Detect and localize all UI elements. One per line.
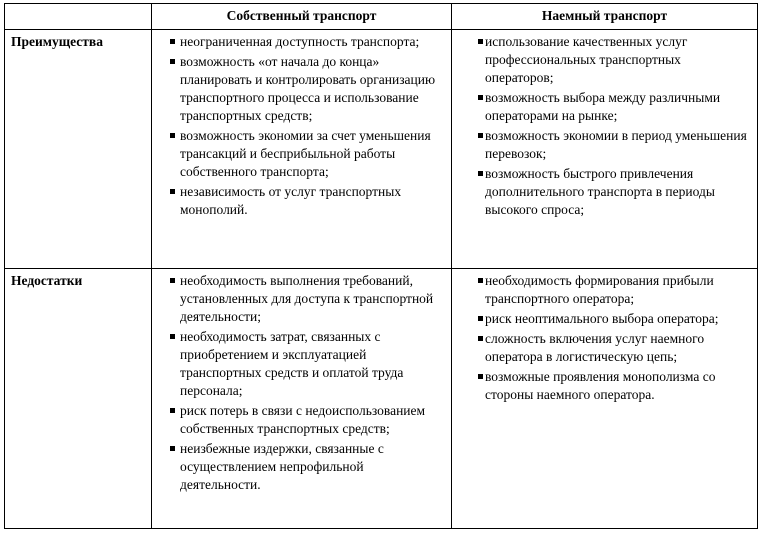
list-item [152, 127, 445, 181]
square-bullet-icon [170, 59, 175, 64]
list-item-text: необходимость формирования прибыли транспортного оператора; [485, 273, 714, 306]
list-item-text: использование качественных услуг профессиональных транспортных операторов; [485, 34, 688, 85]
disadvantages-hired-cell [452, 269, 758, 529]
disadvantages-own-list [152, 269, 451, 498]
list-item-text: риск потерь в связи с недоиспользованием собственных транспортных средств; [180, 403, 426, 436]
list-item [452, 368, 751, 404]
list-item-text: возможность быстрого привлечения дополнительного транспорта в периоды высокого спроса; [485, 166, 715, 217]
square-bullet-icon [478, 374, 483, 379]
square-bullet-icon [478, 95, 483, 100]
list-item [452, 33, 751, 87]
list-item-text: неизбежные издержки, связанные с осуществлением непрофильной деятельности. [180, 441, 384, 492]
row-label-disadvantages: Недостатки [5, 269, 152, 529]
table-row-disadvantages [5, 269, 758, 529]
disadvantages-own-cell [152, 269, 452, 529]
advantages-own-cell [152, 30, 452, 269]
list-item-text: независимость от услуг транспортных монополий. [180, 184, 402, 217]
square-bullet-icon [478, 39, 483, 44]
square-bullet-icon [170, 189, 175, 194]
list-item-text: возможность «от начала до конца» планировать и контролировать организацию транспортного процесса и использование транспортных средств; [180, 54, 436, 123]
square-bullet-icon [170, 39, 175, 44]
square-bullet-icon [478, 171, 483, 176]
list-item [152, 440, 445, 494]
list-item [152, 183, 445, 219]
list-item-text: необходимость выполнения требований, установленных для доступа к транспортной деятельности; [180, 273, 434, 324]
advantages-own-list [152, 30, 451, 223]
square-bullet-icon [170, 334, 175, 339]
table-row-advantages [5, 30, 758, 269]
list-item [152, 272, 445, 326]
table-header-row [5, 4, 758, 30]
advantages-hired-cell [452, 30, 758, 269]
list-item-text: риск неоптимального выбора оператора; [485, 311, 719, 326]
list-item [152, 33, 445, 51]
list-item-text: возможность экономии за счет уменьшения трансакций и бесприбыльной работы собственного транспорта; [180, 128, 431, 179]
list-item [452, 310, 751, 328]
square-bullet-icon [170, 408, 175, 413]
list-item [452, 272, 751, 308]
list-item-text: возможные проявления монополизма со стороны наемного оператора. [485, 369, 716, 402]
list-item [452, 127, 751, 163]
list-item-text: сложность включения услуг наемного оператора в логистическую цепь; [485, 331, 705, 364]
square-bullet-icon [170, 278, 175, 283]
list-item [452, 89, 751, 125]
square-bullet-icon [478, 336, 483, 341]
row-label-advantages: Преимущества [5, 30, 152, 269]
header-corner-cell [5, 4, 152, 30]
square-bullet-icon [478, 133, 483, 138]
list-item-text: возможность экономии в период уменьшения перевозок; [485, 128, 747, 161]
list-item [452, 165, 751, 219]
square-bullet-icon [170, 446, 175, 451]
list-item-text: необходимость затрат, связанных с приобретением и эксплуатацией транспортных средств и оплатой труда персонала; [180, 329, 404, 398]
square-bullet-icon [478, 316, 483, 321]
square-bullet-icon [478, 278, 483, 283]
list-item-text: неограниченная доступность транспорта; [180, 34, 420, 49]
square-bullet-icon [170, 133, 175, 138]
list-item-text: возможность выбора между различными операторами на рынке; [485, 90, 721, 123]
advantages-hired-list [452, 30, 757, 223]
header-hired-transport: Наемный транспорт [452, 4, 758, 30]
header-own-transport: Собственный транспорт [152, 4, 452, 30]
list-item [152, 402, 445, 438]
disadvantages-hired-list [452, 269, 757, 408]
comparison-table [4, 3, 758, 529]
list-item [152, 53, 445, 125]
list-item [152, 328, 445, 400]
list-item [452, 330, 751, 366]
